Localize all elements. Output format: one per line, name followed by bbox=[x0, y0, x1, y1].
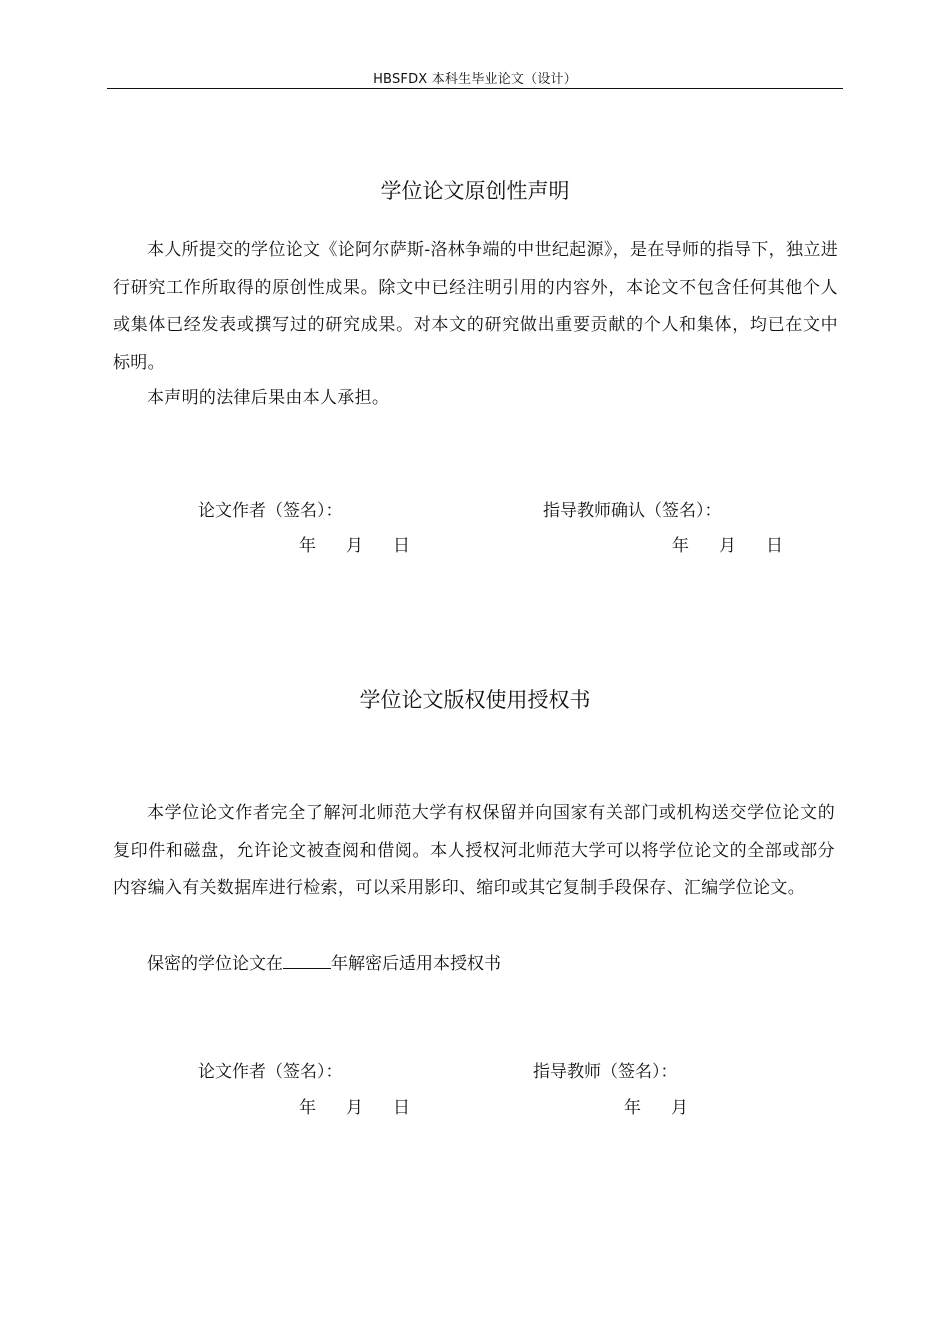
authorization-title: 学位论文版权使用授权书 bbox=[359, 688, 591, 712]
date-day: 日 bbox=[766, 536, 783, 556]
declaration-liability-paragraph: 本声明的法律后果由本人承担。 bbox=[147, 388, 390, 408]
declaration-title: 学位论文原创性声明 bbox=[380, 179, 570, 203]
authorization-author-signature-label: 论文作者（签名）： bbox=[198, 1062, 343, 1082]
date-year: 年 bbox=[624, 1098, 641, 1118]
confidential-prefix: 保密的学位论文在 bbox=[147, 954, 283, 974]
declaration-author-signature-label: 论文作者（签名）： bbox=[198, 501, 343, 521]
confidential-clause bbox=[147, 949, 501, 974]
confidential-suffix: 年解密后适用本授权书 bbox=[331, 954, 501, 974]
declaration-author-date bbox=[299, 531, 410, 556]
running-header: HBSFDX 本科生毕业论文（设计） bbox=[373, 72, 577, 87]
date-day: 日 bbox=[393, 536, 410, 556]
authorization-author-date bbox=[299, 1093, 410, 1118]
date-day: 日 bbox=[393, 1098, 410, 1118]
date-year: 年 bbox=[672, 536, 689, 556]
date-year: 年 bbox=[299, 536, 316, 556]
confidential-year-blank[interactable] bbox=[283, 954, 331, 969]
authorization-advisor-signature-label: 指导教师（签名）： bbox=[533, 1062, 678, 1082]
declaration-advisor-date bbox=[672, 531, 783, 556]
date-month: 月 bbox=[671, 1098, 688, 1118]
declaration-advisor-signature-label: 指导教师确认（签名）： bbox=[543, 501, 722, 521]
date-month: 月 bbox=[346, 1098, 363, 1118]
authorization-paragraph: 本学位论文作者完全了解河北师范大学有权保留并向国家有关部门或机构送交学位论文的复印件和磁盘，允许论文被查阅和借阅。本人授权河北师范大学可以将学位论文的全部或部分内容编入有关数据库进行检索，可以采用影印、缩印或其它复制手段保存、汇编学位论文。 bbox=[113, 803, 835, 898]
authorization-advisor-date bbox=[624, 1093, 688, 1118]
declaration-paragraph: 本人所提交的学位论文《论阿尔萨斯-洛林争端的中世纪起源》，是在导师的指导下，独立进行研究工作所取得的原创性成果。除文中已经注明引用的内容外，本论文不包含任何其他个人或集体已经发表或撰写过的研究成果。对本文的研究做出重要贡献的个人和集体，均已在文中标明。 bbox=[113, 240, 838, 373]
date-month: 月 bbox=[719, 536, 736, 556]
date-year: 年 bbox=[299, 1098, 316, 1118]
header-rule bbox=[107, 88, 843, 89]
date-month: 月 bbox=[346, 536, 363, 556]
